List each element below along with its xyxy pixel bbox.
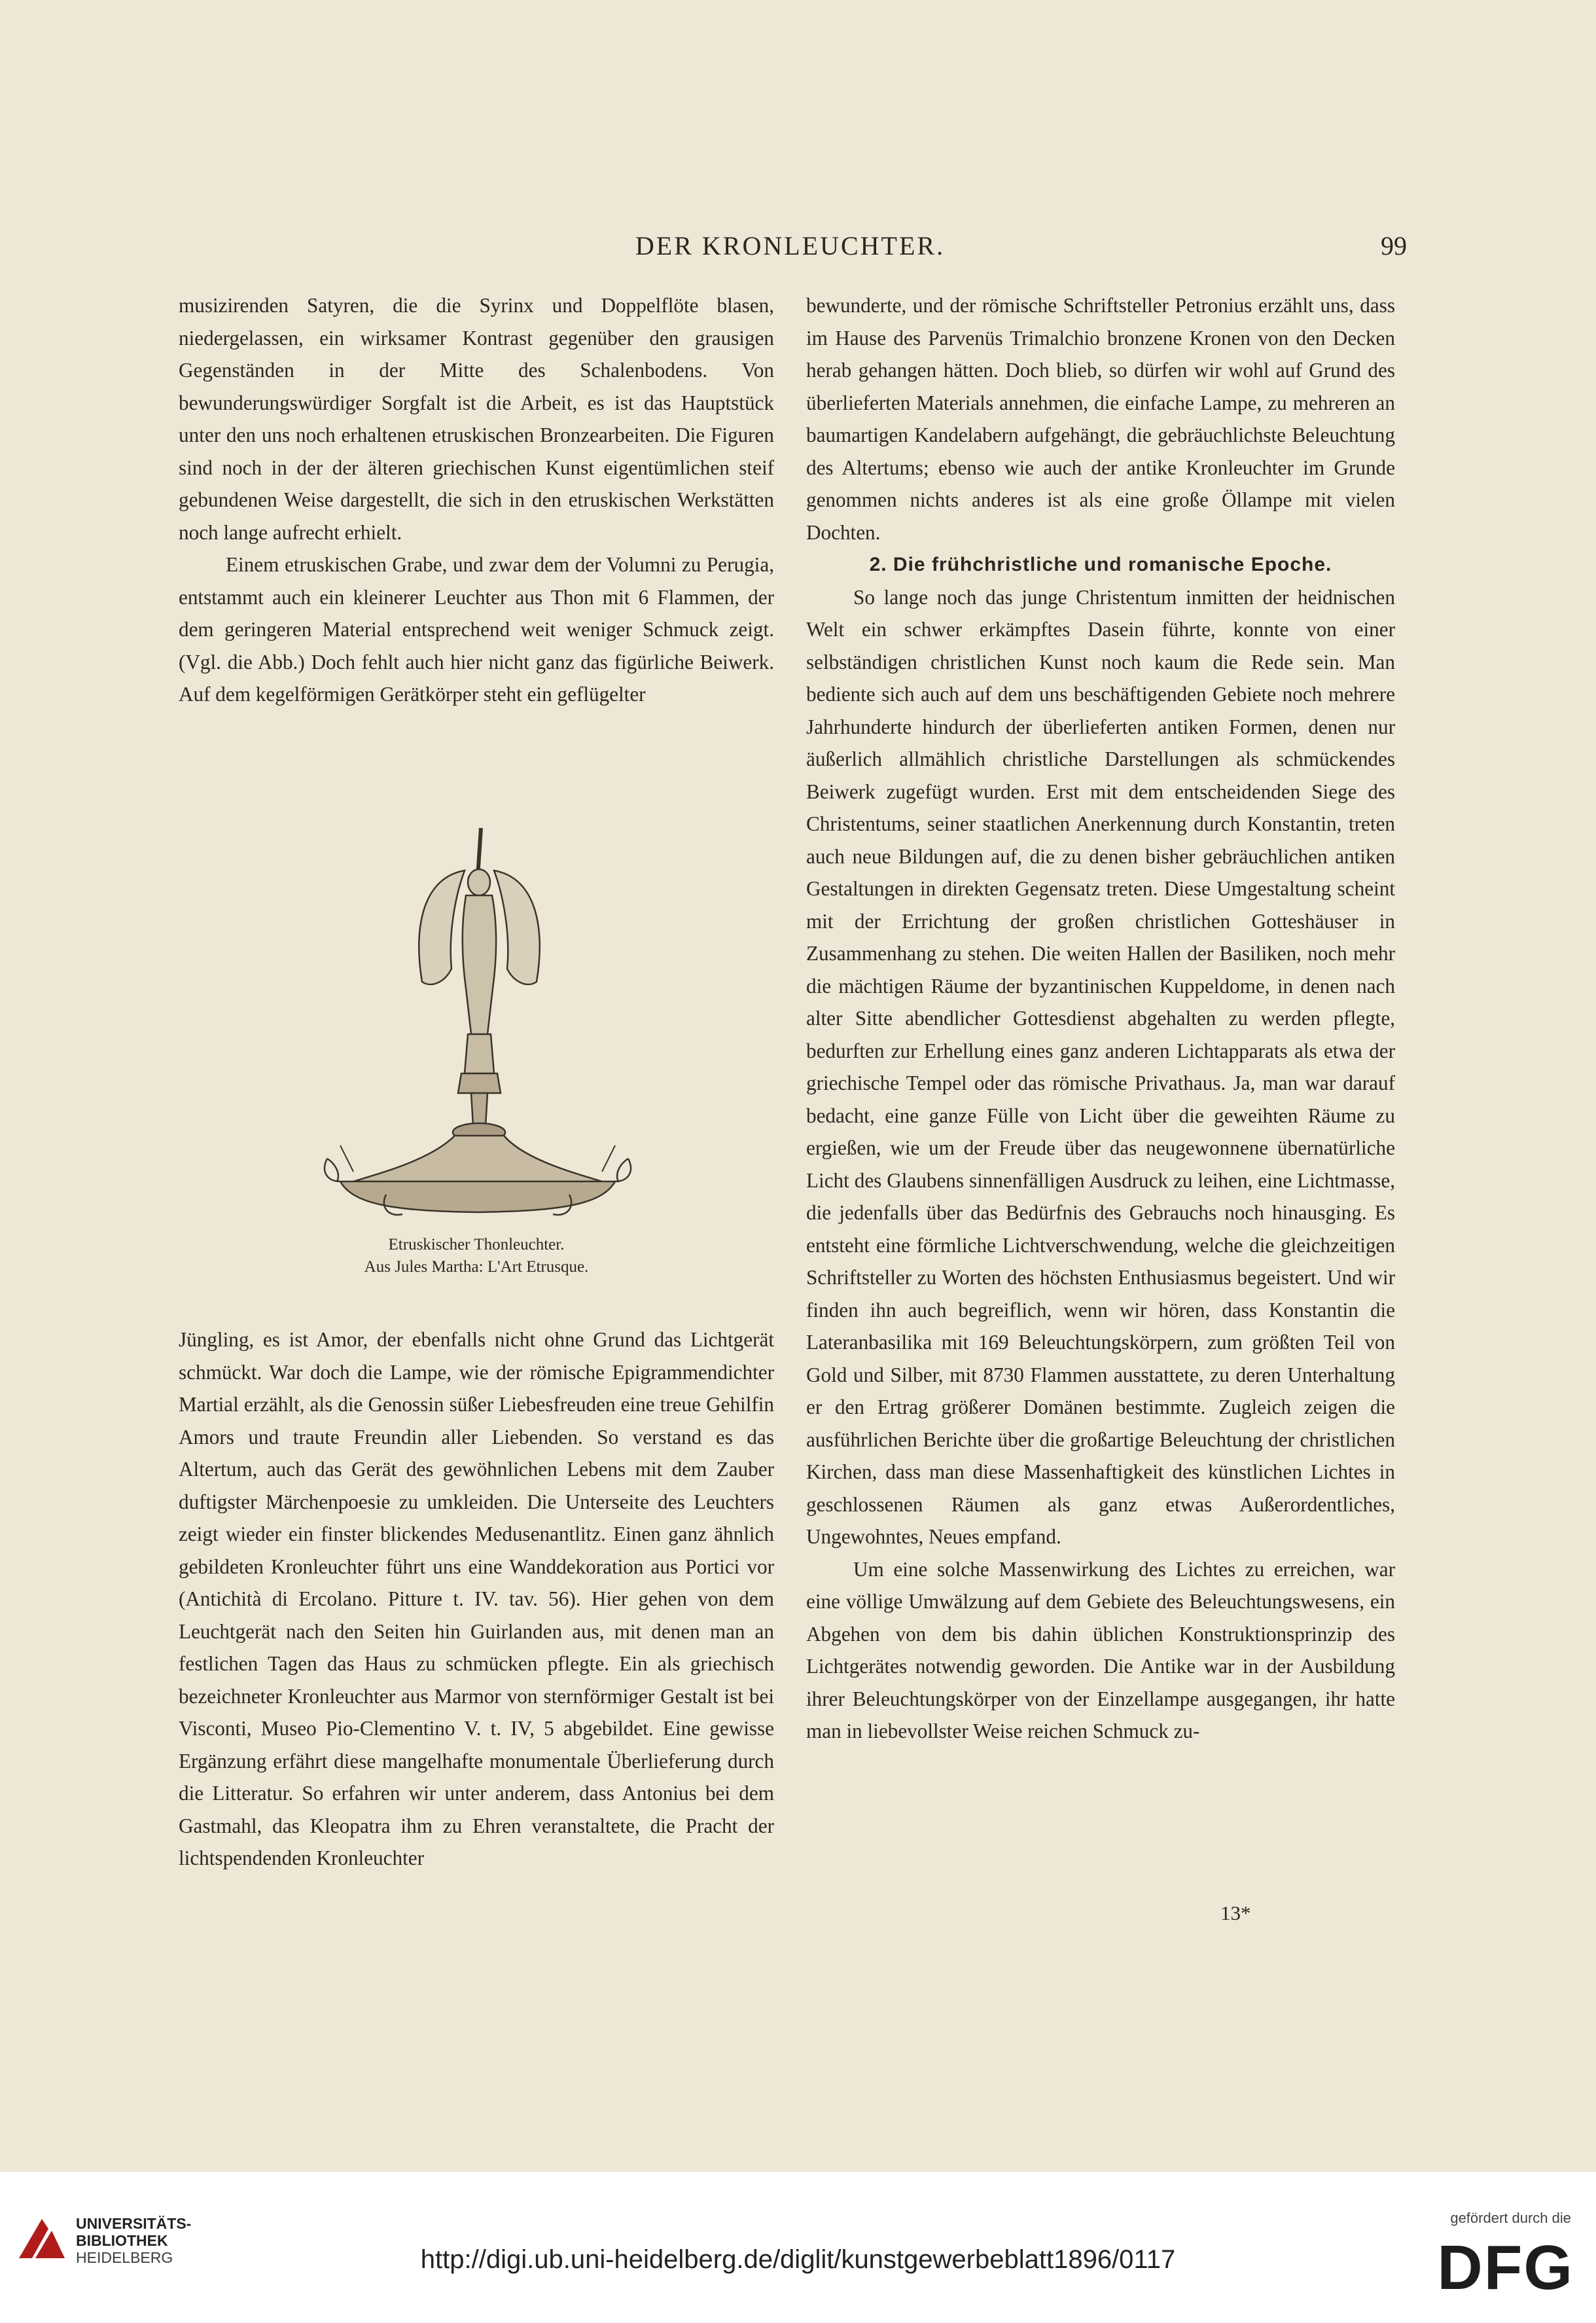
left-column-bottom [179,1324,774,1875]
page-number: 99 [1381,231,1407,261]
source-url-link[interactable]: http://digi.ub.uni-heidelberg.de/diglit/kunstgewerbeblatt1896/0117 [420,2245,1176,2274]
paragraph: So lange noch das junge Christentum inmitten der heidnischen Welt ein schwer erkämpftes Dasein führte, konnte von einer selbständigen christlichen Kunst noch kaum die Rede sein. Man bediente sich auch auf dem uns beschäftigenden Gebiete noch mehrere Jahrhunderte hindurch der überlieferten antiken Formen, denen nur äußerlich allmählich christliche Darstellungen als schmückendes Beiwerk zugefügt wurden. Erst mit dem entscheidenden Siege des Christentums, seiner staatlichen Anerkennung durch Konstantin, treten auch neue Bildungen auf, die zu denen bisher gebräuchlichen antiken Gestaltungen in direkten Gegensatz treten. Diese Umgestaltung scheint mit der Errichtung der großen christlichen Gotteshäuser in Zusammenhang zu stehen. Die weiten Hallen der Basiliken, noch mehr die mächtigen Räume der byzantinischen Kuppeldome, in denen nach alter Sitte abendlicher Gottesdienst abgehalten zu werden pflegte, bedurften zur Erhellung eines ganz anderen Lichtapparats als etwa der griechische Tempel oder das römische Privathaus. Ja, man war darauf bedacht, eine ganze Fülle von Licht über die geweihten Räume zu ergießen, wie um der Freude über das neugewonnene übernatürliche Licht des Glaubens sinnenfälligen Ausdruck zu leihen, eine Lichtmasse, die jedenfalls über das Bedürfnis des Gebrauchs noch hinausging. Es entsteht eine förmliche Lichtverschwendung, welche die gleichzeitigen Schriftsteller zu Worten des höchsten Enthusiasmus begeistert. Und wir finden ihn auch begreiflich, wenn wir hören, dass Konstantin die Lateranbasilika mit 169 Beleuchtungskörpern, zum größten Teil von Gold und Silber, mit 8730 Flammen ausstattete, zu deren Unterhaltung er den Ertrag größerer Domänen bestimmte. Zugleich zeigen die ausführlichen Berichte über die großartige Beleuchtung der christlichen Kirchen, dass man diese Massenhaftigkeit des künstlichen Lichtes in geschlossenen Räumen als ganz etwas Außerordentliches, Ungewohntes, Neues empfand. [806,585,1395,1548]
figure-caption [179,1234,774,1278]
paragraph: Einem etruskischen Grabe, und zwar dem der Volumni zu Perugia, entstammt auch ein kleinerer Leuchter aus Thon mit 6 Flammen, der dem geringeren Material entsprechend weit weniger Schmuck zeigt. (Vgl. die Abb.) Doch fehlt auch hier nicht ganz das figürliche Beiwerk. Auf dem kegelförmigen Gerätkörper steht ein geflügelter [179,553,774,706]
dfg-logo: DFG [1437,2233,1574,2303]
library-line: UNIVERSITÄTS- [76,2215,192,2232]
section-heading: 2. Die frühchristliche und romanische Epoche. [869,554,1332,575]
library-line: BIBLIOTHEK [76,2232,168,2249]
signature-mark: 13* [1220,1901,1251,1924]
etruscan-lamp-illustration [314,818,641,1224]
paragraph: musizirenden Satyren, die die Syrinx und Doppelflöte blasen, niedergelassen, ein wirksamer Kontrast gegenüber den grausigen Gegenständen in der Mitte des Schalenbodens. Von bewunderungswürdiger Sorgfalt ist die Arbeit, es ist das Hauptstück unter den uns noch erhaltenen etruskischen Bronzearbeiten. Die Figuren sind noch in der der älteren griechischen Kunst eigentümlichen steif gebundenen Weise dargestellt, die sich in den etruskischen Werkstätten noch lange aufrecht erhielt. [179,294,774,544]
paragraph: Um eine solche Massenwirkung des Lichtes zu erreichen, war eine völlige Umwälzung auf dem Gebiete des Beleuchtungswesens, ein Abgehen von dem bis dahin üblichen Konstruktionsprinzip des Lichtgerätes notwendig geworden. Die Antike war in der Ausbildung ihrer Beleuchtungskörper von der Einzellampe ausgegangen, ihr hatte man in liebevollster Weise reichen Schmuck zu- [806,1557,1395,1742]
caption-line: Etruskischer Thonleuchter. [388,1236,565,1253]
caption-source: Aus Jules Martha: L'Art Etrusque. [364,1258,589,1276]
running-header [173,230,1407,270]
paragraph: bewunderte, und der römische Schriftsteller Petronius erzählt uns, dass im Hause des Parvenüs Trimalchio bronzene Kronen von den Decken herab gehangen hätten. Doch blieb, so dürfen wir wohl auf Grund des überlieferten Materials annehmen, die einfache Lampe, zu mehreren an baumartigen Kandelabern aufgehängt, die gebräuchlichste Beleuchtung des Altertums; ebenso wie auch der antike Kronleuchter im Grunde genommen nichts anderes ist als eine große Öllampe mit vielen Dochten. [806,294,1395,544]
funding-label: gefördert durch die [1450,2210,1571,2226]
library-line: HEIDELBERG [76,2249,173,2266]
running-title: DER KRONLEUCHTER. [635,231,946,261]
digitization-footer [0,2172,1596,2323]
paragraph: Jüngling, es ist Amor, der ebenfalls nicht ohne Grund das Lichtgerät schmückt. War doch die Lampe, wie der römische Epigrammendichter Martial erzählt, als die Genossin süßer Liebesfreuden eine treue Gehilfin Amors und traute Freundin aller Liebenden. So verstand es das Altertum, auch das Gerät des gewöhnlichen Lebens mit dem Zauber duftigster Märchenpoesie zu umkleiden. Die Unterseite des Leuchters zeigt wieder ein finster blickendes Medusenantlitz. Einen ganz ähnlich gebildeten Kronleuchter führt uns eine Wanddekoration aus Portici vor (Antichità di Ercolano. Pitture t. IV. tav. 56). Hier gehen von dem Leuchtgerät nach den Seiten hin Guirlanden aus, mit denen man an festlichen Tagen das Haus zu schmücken pflegte. Ein als griechisch bezeichneter Kronleuchter aus Marmor von sternförmiger Gestalt ist bei Visconti, Museo Pio-Clementino V. t. IV, 5 abgebildet. Eine gewisse Ergänzung erfährt diese mangelhafte monumentale Überlieferung durch die Litteratur. So erfahren wir unter anderem, dass Antonius bei dem Gastmahl, das Kleopatra ihm zu Ehren veranstaltete, die Pracht der lichtspendenden Kronleuchter [179,1328,774,1869]
right-column [806,289,1395,1748]
left-column-top [179,289,774,711]
